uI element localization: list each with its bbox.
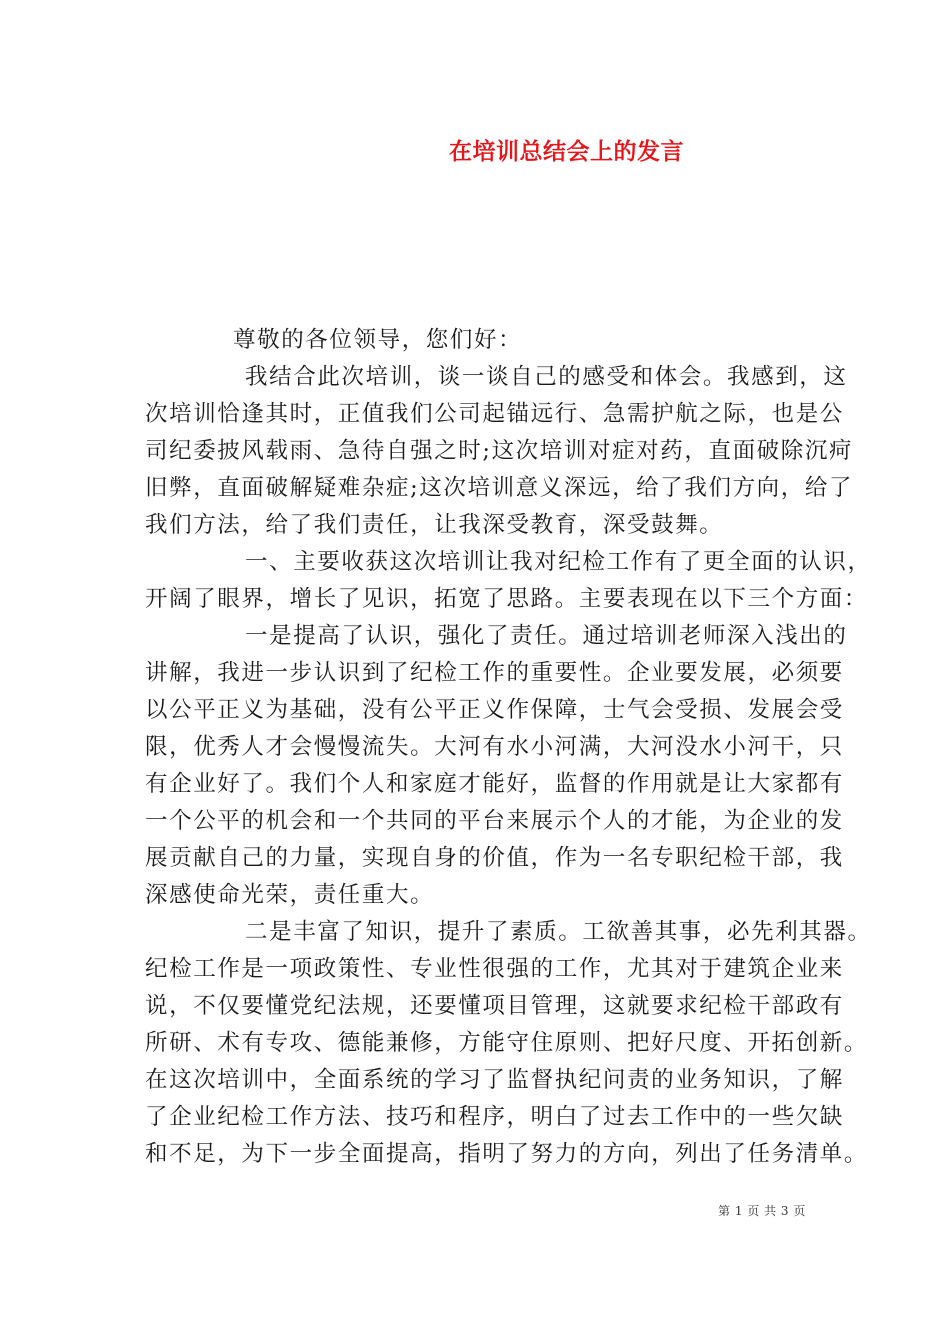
paragraph-line: 一个公平的机会和一个共同的平台来展示个人的才能，为企业的发 [145,808,844,834]
paragraph-line: 二是丰富了知识，提升了素质。工欲善其事，必先利其器。 [245,919,872,945]
paragraph-line: 限，优秀人才会慢慢流失。大河有水小河满，大河没水小河干，只 [145,734,844,760]
document-title: 在培训总结会上的发言 [449,139,684,165]
paragraph-line: 次培训恰逢其时，正值我们公司起锚远行、急需护航之际，也是公 [145,401,844,427]
paragraph-line: 以公平正义为基础，没有公平正义作保障，士气会受损、发展会受 [145,697,844,723]
paragraph-line: 和不足，为下一步全面提高，指明了努力的方向，列出了任务清单。 [145,1141,869,1167]
paragraph-section-one-heading [145,544,872,618]
paragraph-line: 深感使命光荣，责任重大。 [145,882,435,908]
paragraph-line: 一是提高了认识，强化了责任。通过培训老师深入浅出的 [245,623,848,649]
salutation: 尊敬的各位领导，您们好： [233,327,523,353]
paragraph-line: 一、主要收获这次培训让我对纪检工作有了更全面的认识， [245,549,872,575]
paragraph-line: 展贡献自己的力量，实现自身的价值，作为一名专职纪检干部，我 [145,845,844,871]
paragraph-line: 我结合此次培训，谈一谈自己的感受和体会。我感到，这 [245,364,848,390]
paragraph-point-two [145,914,872,1173]
paragraph-line: 在这次培训中，全面系统的学习了监督执纪问责的业务知识，了解 [145,1067,844,1093]
paragraph-line: 说，不仅要懂党纪法规，还要懂项目管理，这就要求纪检干部政有 [145,993,844,1019]
paragraph-line: 纪检工作是一项政策性、专业性很强的工作，尤其对于建筑企业来 [145,956,844,982]
paragraph-line: 讲解，我进一步认识到了纪检工作的重要性。企业要发展，必须要 [145,660,844,686]
document-body [145,322,872,1173]
paragraph-point-one [145,618,848,914]
paragraph-line: 开阔了眼界，增长了见识，拓宽了思路。主要表现在以下三个方面： [145,586,869,612]
paragraph-line: 司纪委披风载雨、急待自强之时;这次培训对症对药，直面破除沉疴 [145,438,854,464]
paragraph-line: 我们方法，给了我们责任，让我深受教育，深受鼓舞。 [145,512,724,538]
paragraph-intro [145,359,854,544]
paragraph-line: 了企业纪检工作方法、技巧和程序，明白了过去工作中的一些欠缺 [145,1104,844,1130]
paragraph-line: 旧弊，直面破解疑难杂症;这次培训意义深远，给了我们方向，给了 [145,475,854,501]
paragraph-line: 所研、术有专攻、德能兼修，方能守住原则、把好尺度、开拓创新。 [145,1030,869,1056]
paragraph-line: 有企业好了。我们个人和家庭才能好，监督的作用就是让大家都有 [145,771,844,797]
page-indicator: 第 1 页 共 3 页 [718,1204,806,1218]
